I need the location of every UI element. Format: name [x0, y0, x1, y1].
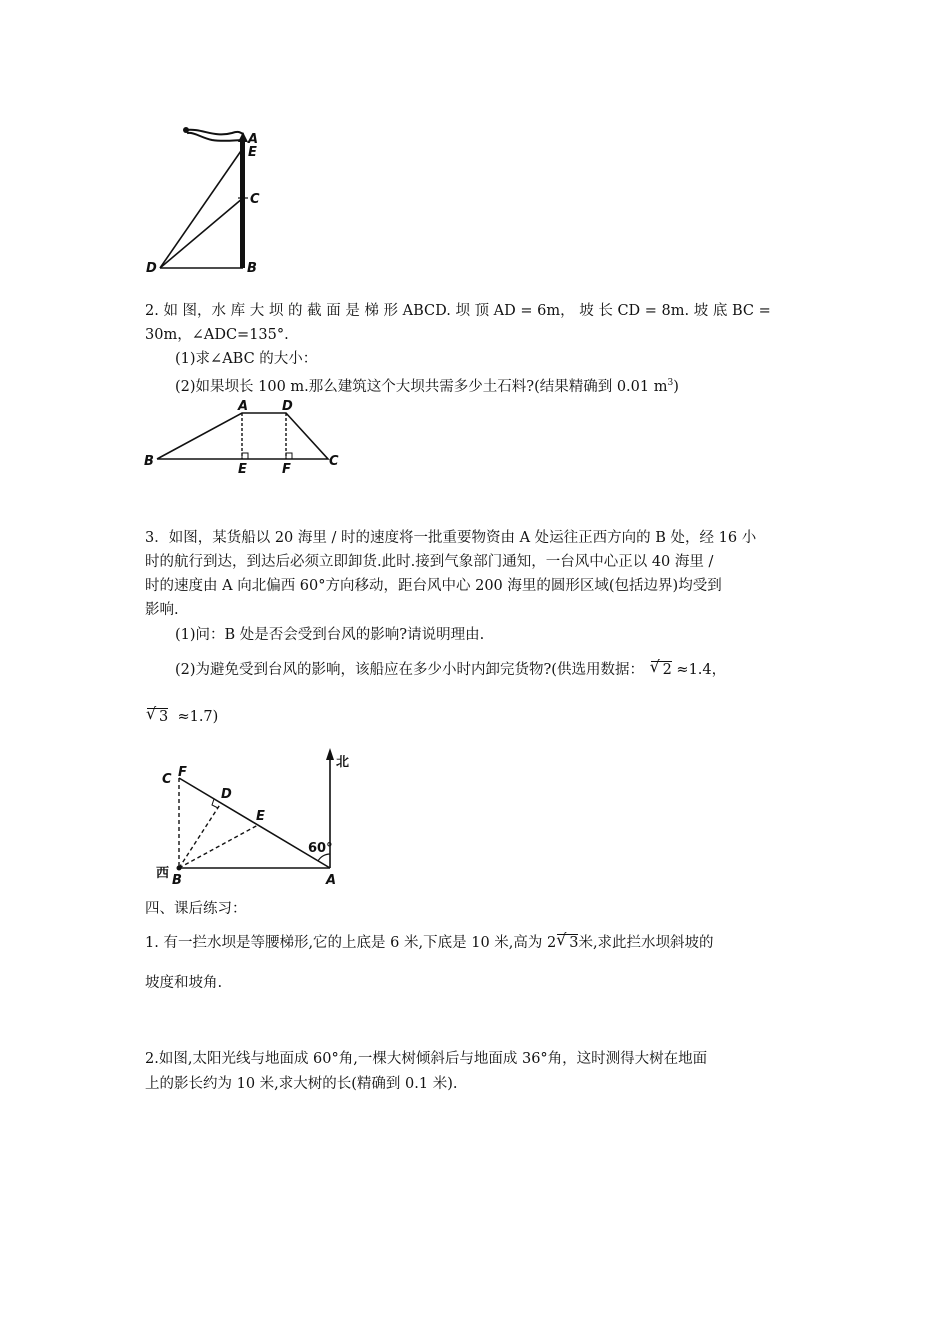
flag-shape [186, 130, 244, 141]
label-angle-60: 60° [308, 841, 333, 856]
problem-3-line-4: 影响. [145, 602, 179, 618]
label-A: A [326, 873, 337, 888]
q2-text: (2)为避免受到台风的影响，该船应在多少小时内卸完货物?(供选用数据： [175, 662, 644, 678]
problem-3-question-1: (1)问：B 处是否会受到台风的影响?请说明理由. [175, 627, 485, 643]
label-F: F [178, 765, 187, 780]
problem-2-question-2 [175, 373, 679, 397]
label-D: D [146, 261, 157, 276]
sqrt-3: √ 3 [147, 708, 168, 725]
segment-BE [179, 825, 258, 868]
problem-3-line-1: 3．如图，某货船以 20 海里 / 时的速度将一批重要物资由 A 处运往正西方向的 B 处，经 16 小 [145, 530, 757, 546]
section-4-title: 四、课后练习： [145, 901, 247, 917]
north-arrow-icon [326, 748, 334, 760]
problem-2-question-1: (1)求∠ABC 的大小： [175, 351, 318, 367]
problem-3-line-2: 时的航行到达，到达后必须立即卸货.此时.接到气象部门通知，一台风中心正以 40 海里 / [145, 554, 714, 570]
problem-3-question-2 [175, 660, 726, 680]
label-F: F [282, 462, 291, 477]
label-C: C [329, 454, 339, 469]
approx-2: ≈1.7) [177, 709, 219, 725]
label-E: E [238, 462, 247, 477]
exercise-1-line-1: 1. 有一拦水坝是等腰梯形,它的上底是 6 米,下底是 10 米,高为 2√ 3米,求此拦水坝斜坡的 [145, 933, 714, 953]
q2-text: (2)如果坝长 100 m.那么建筑这个大坝共需多少土石料?(结果精确到 0.01 m [175, 378, 668, 395]
q2-end: ) [673, 378, 679, 395]
q2-superscript: 3 [667, 378, 674, 388]
label-C: C [250, 192, 260, 207]
problem-2-line-2: 30m，∠ADC=135°. [145, 327, 289, 343]
label-A: A [248, 132, 259, 147]
label-D: D [282, 399, 293, 414]
exercise-1-line-2: 坡度和坡角. [145, 975, 223, 991]
approx-1: ≈1.4， [676, 662, 727, 678]
label-north: 北 [336, 755, 350, 770]
sqrt-2: √ 2 [651, 661, 672, 678]
problem-3-line-3: 时的速度由 A 向北偏西 60°方向移动，距台风中心 200 海里的圆形区域(包括边界)均受到 [145, 578, 722, 594]
exercise-2-line-2: 上的影长约为 10 米,求大树的长(精确到 0.1 米). [145, 1076, 458, 1092]
label-E: E [248, 145, 257, 160]
label-D: D [221, 787, 232, 802]
sqrt-3-exercise: √ 3 [557, 934, 578, 951]
segment-BD [179, 803, 221, 868]
label-B: B [247, 261, 257, 276]
figure-1-diagram [140, 118, 280, 282]
figure-2-trapezoid [140, 398, 350, 482]
label-west: 西 [156, 866, 170, 881]
label-B: B [172, 873, 182, 888]
figure-3-typhoon [150, 746, 370, 890]
problem-3-question-2-cont [145, 707, 218, 727]
label-E: E [256, 809, 265, 824]
label-A: A [238, 399, 249, 414]
exercise-2-line-1: 2.如图,太阳光线与地面成 60°角,一棵大树倾斜后与地面成 36°角，这时测得大树在地面 [145, 1051, 708, 1067]
label-C: C [162, 772, 172, 787]
problem-2-line-1: 2. 如 图，水 库 大 坝 的 截 面 是 梯 形 ABCD. 坝 顶 AD = 6m， 坡 长 CD = 8m. 坡 底 BC = [145, 303, 771, 319]
label-B: B [144, 454, 154, 469]
